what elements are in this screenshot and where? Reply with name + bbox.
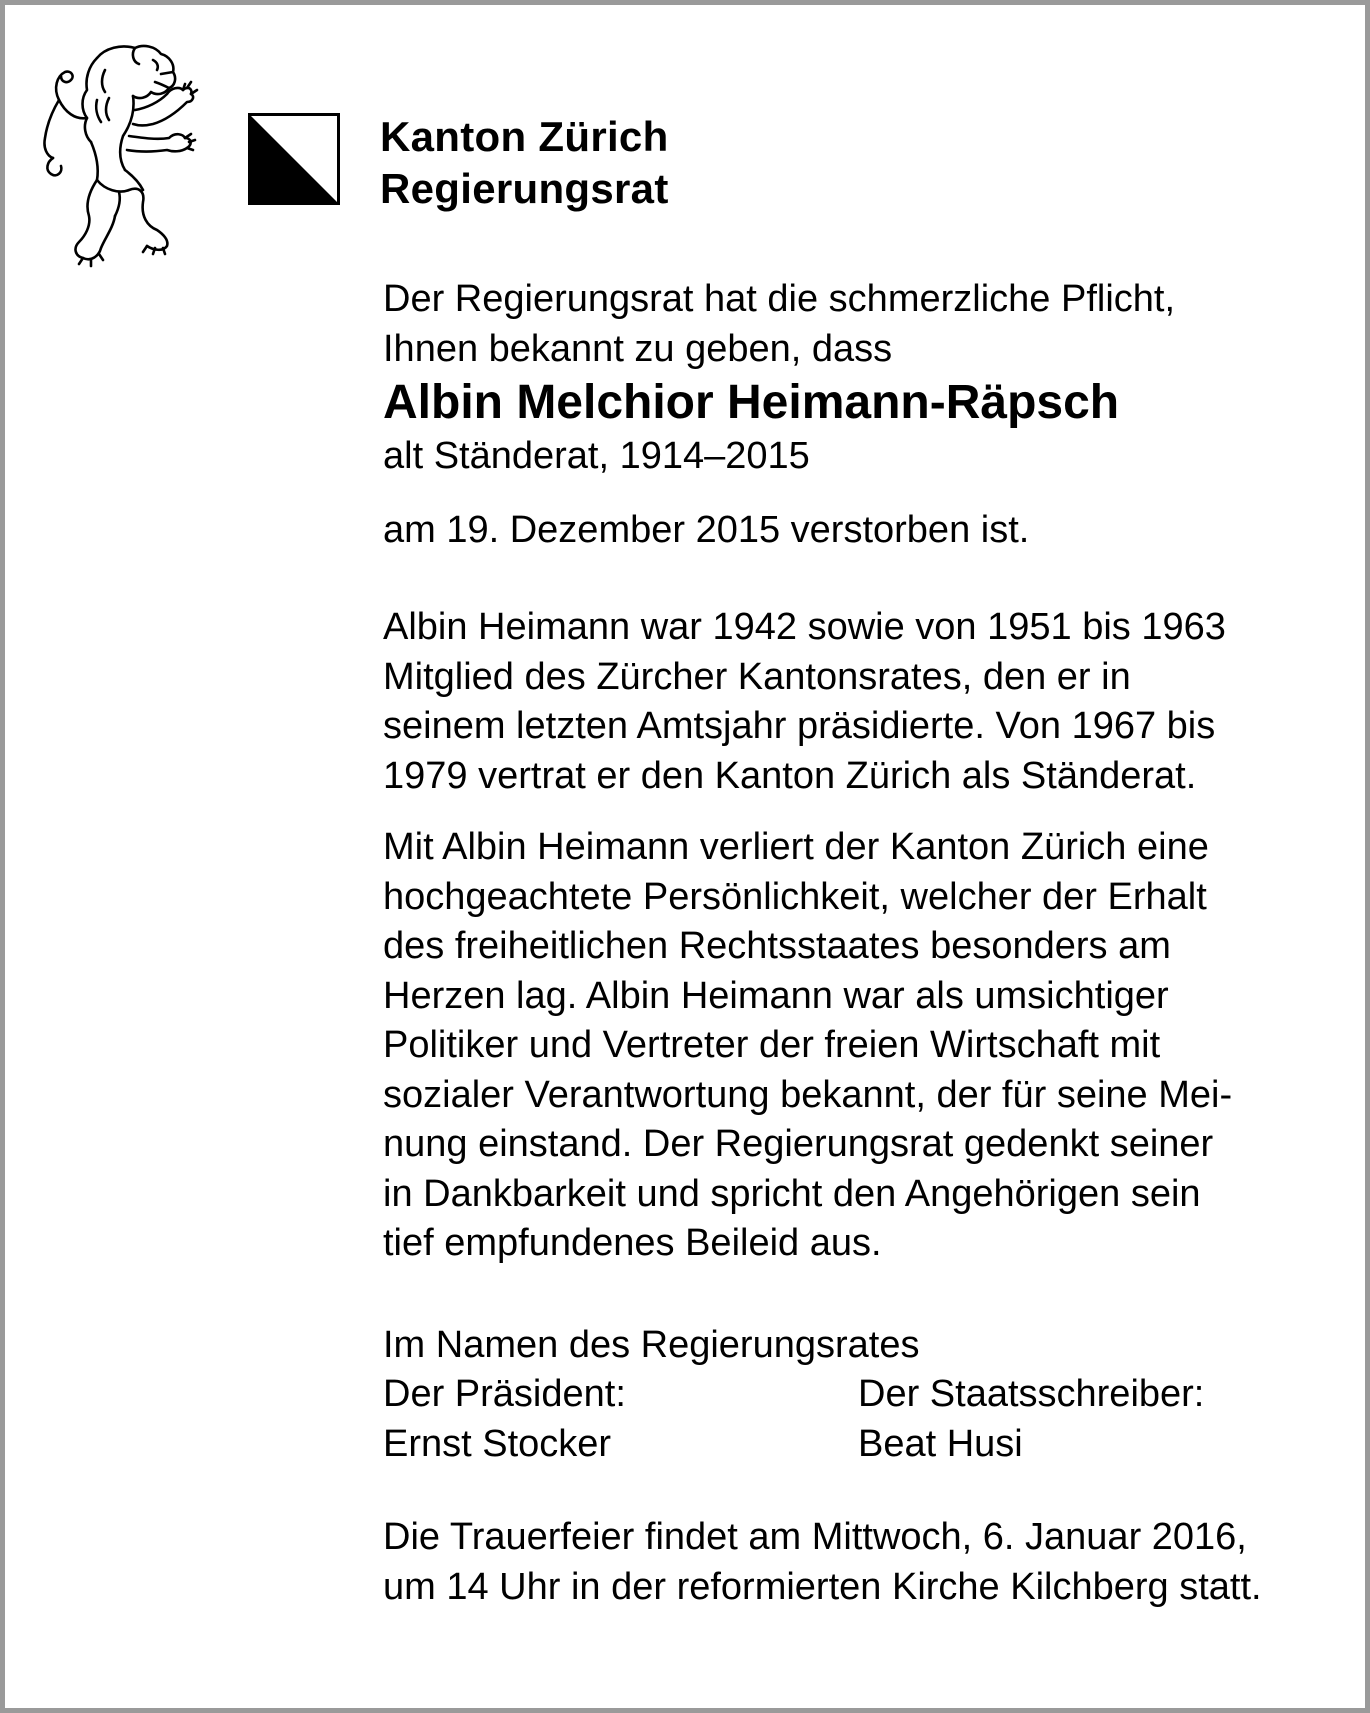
text-line: hochgeachtete Persönlichkeit, welcher der Erhalt — [383, 875, 1207, 918]
funeral-notice — [383, 1513, 1343, 1612]
org-line-council: Regierungsrat — [380, 165, 669, 212]
secretary-name: Beat Husi — [858, 1422, 1023, 1465]
intro-line-2: Ihnen bekannt zu geben, dass — [383, 327, 893, 370]
deceased-subtitle: alt Ständerat, 1914–2015 — [383, 435, 810, 477]
text-line: in Dankbarkeit und spricht den Angehörigen sein — [383, 1172, 1201, 1215]
signature-names-row — [383, 1420, 1343, 1470]
intro-line-1: Der Regierungsrat hat die schmerzliche Pflicht, — [383, 278, 1176, 320]
funeral-line-2: um 14 Uhr in der reformierten Kirche Kilchberg statt. — [383, 1565, 1262, 1608]
president-name: Ernst Stocker — [383, 1422, 612, 1465]
text-line: Politiker und Vertreter der freien Wirtschaft mit — [383, 1024, 1161, 1066]
signature-block — [383, 1321, 1343, 1470]
zurich-shield-icon — [248, 113, 340, 205]
org-line-canton: Kanton Zürich — [380, 113, 669, 160]
text-line: nung einstand. Der Regierungsrat gedenkt seiner — [383, 1123, 1214, 1165]
text-line: 1979 vertrat er den Kanton Zürich als Ständerat. — [383, 754, 1197, 797]
funeral-line-1: Die Trauerfeier findet am Mittwoch, 6. Januar 2016, — [383, 1516, 1247, 1558]
text-line: des freiheitlichen Rechtsstaates besonders am — [383, 925, 1171, 967]
text-line: Herzen lag. Albin Heimann war als umsichtiger — [383, 974, 1169, 1017]
tribute-paragraph — [383, 823, 1343, 1269]
text-line: seinem letzten Amtsjahr präsidierte. Von 1967 bis — [383, 705, 1216, 747]
on-behalf-line: Im Namen des Regierungsrates — [383, 1323, 920, 1366]
president-title: Der Präsident: — [383, 1373, 626, 1415]
announcement-body — [383, 275, 1343, 1612]
text-line: Albin Heimann war 1942 sowie von 1951 bis 1963 — [383, 606, 1226, 648]
signature-titles-row — [383, 1370, 1343, 1420]
organization-name — [380, 111, 669, 215]
text-line: tief empfundenes Beileid aus. — [383, 1222, 882, 1264]
text-line: Mitglied des Zürcher Kantonsrates, den er in — [383, 655, 1131, 698]
secretary-title: Der Staatsschreiber: — [858, 1373, 1205, 1415]
text-line: sozialer Verantwortung bekannt, der für seine Mei- — [383, 1073, 1233, 1116]
text-line: Mit Albin Heimann verliert der Kanton Zürich eine — [383, 826, 1209, 868]
deceased-name: Albin Melchior Heimann-Räpsch — [383, 376, 1120, 429]
biography-paragraph — [383, 603, 1343, 801]
zurich-lion-logo — [35, 40, 220, 280]
death-date-line: am 19. Dezember 2015 verstorben ist. — [383, 508, 1030, 551]
